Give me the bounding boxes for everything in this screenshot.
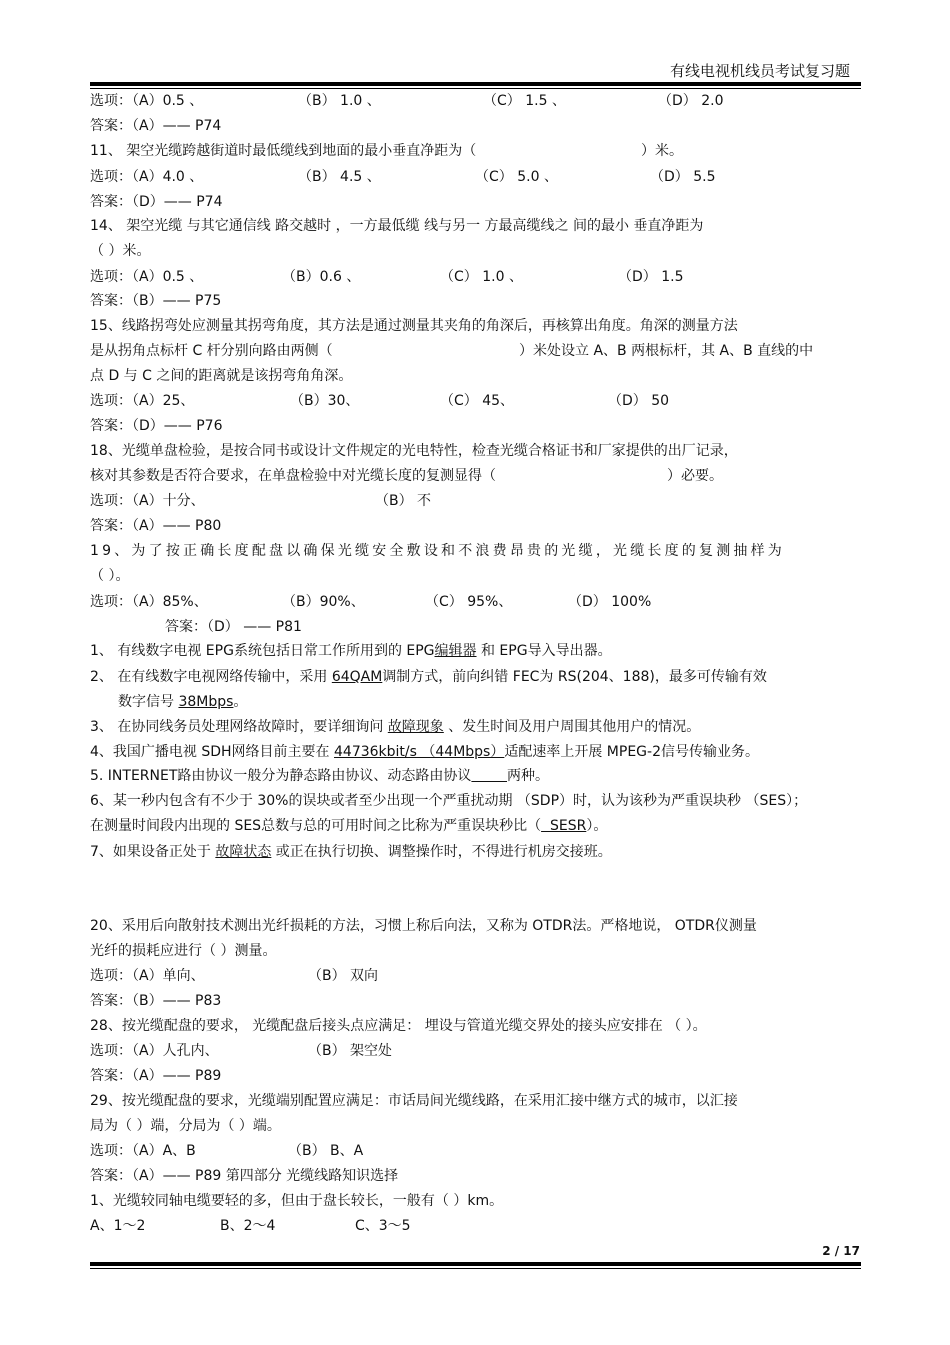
option-text: （C） 1.0 、	[440, 269, 523, 285]
fill-text: 数字信号	[118, 694, 179, 710]
fill-answer: 38Mbps	[178, 694, 234, 710]
option-text: （D） 1.5	[618, 269, 684, 285]
fill-item	[90, 767, 549, 785]
option-text: （B）30、	[290, 393, 360, 409]
option-text: （D） 2.0	[658, 93, 724, 109]
fill-text: 调制方式，前向纠错 FEC为 RS(204、188)，最多可传输有效	[382, 669, 767, 685]
option-text: 选项：（A）0.5 、	[90, 93, 204, 109]
fill-text: 5. INTERNET路由协议一般分为静态路由协议、动态路由协议	[90, 768, 472, 784]
fill-text: ）。	[586, 818, 608, 834]
header-rule	[90, 82, 861, 86]
option-text: 选项：（A）4.0 、	[90, 169, 204, 185]
fill-text: 4、我国广播电视 SDH网络目前主要在	[90, 744, 335, 760]
option-text: （C） 5.0 、	[475, 169, 558, 185]
fill-text: 或正在执行切换、调整操作时，不得进行机房交接班。	[271, 844, 612, 860]
question-text: 1、光缆较同轴电缆要轻的多，但由于盘长较长，一般有（ ）km。	[90, 1193, 504, 1209]
fill-answer: 编辑器	[434, 643, 477, 659]
fill-text: 在测量时间段内出现的 SES总数与总的可用时间之比称为严重误块秒比（	[90, 818, 542, 834]
option-text: 选项：（A）0.5 、	[90, 269, 204, 285]
answer-text: 答案：（A）—— P74	[90, 118, 222, 134]
question-text: ）必要。	[667, 468, 723, 484]
question-text: 11、 架空光缆跨越街道时最低缆线到地面的最小垂直净距为（	[90, 143, 477, 159]
option-text: （B） 架空处	[308, 1043, 393, 1059]
fill-answer: 故障现象	[387, 719, 444, 735]
answer-text: 答案：（A）—— P80	[90, 518, 222, 534]
option-text: A、1～2	[90, 1218, 146, 1234]
option-text: （C） 95%、	[425, 594, 513, 610]
answer-text: 答案：（A）—— P89 第四部分 光缆线路知识选择	[90, 1168, 399, 1184]
fill-text: 、发生时间及用户周围其他用户的情况。	[443, 719, 701, 735]
fill-text: 3、 在协同线务员处理网络故障时，要详细询问	[90, 719, 388, 735]
option-text: 选项：（A）25、	[90, 393, 195, 409]
fill-text: 7、如果设备正处于	[90, 844, 216, 860]
option-text: （B）90%、	[282, 594, 365, 610]
fill-answer: 44736kbit/s （44Mbps）	[334, 744, 505, 760]
fill-text: 。	[233, 694, 248, 710]
option-text: （B） 双向	[308, 968, 379, 984]
fill-text: 和 EPG导入导出器。	[476, 643, 612, 659]
answer-text: 答案：（B）—— P83	[90, 993, 222, 1009]
fill-item	[90, 718, 700, 736]
answer-text: 答案：（A）—— P89	[90, 1068, 222, 1084]
question-text: 19、为了按正确长度配盘以确保光缆安全敷设和不浪费昂贵的光缆，光缆长度的复测抽样为	[90, 543, 786, 559]
option-text: 选项：（A）A、B	[90, 1143, 196, 1159]
fill-item	[90, 817, 607, 835]
option-text: （D） 100%	[568, 594, 652, 610]
fill-text: 适配速率上开展 MPEG-2信号传输业务。	[504, 744, 759, 760]
question-text: 29、按光缆配盘的要求，光缆端别配置应满足：市话局间光缆线路，在采用汇接中继方式的城市，以汇接	[90, 1093, 738, 1109]
fill-answer	[471, 768, 507, 784]
page-number: 2 / 17	[822, 1244, 860, 1258]
fill-item	[118, 693, 247, 711]
answer-text: 答案：（B）—— P75	[90, 293, 222, 309]
question-text: （ ）。	[90, 568, 130, 584]
question-text: 28、按光缆配盘的要求， 光缆配盘后接头点应满足： 埋设与管道光缆交界处的接头应安排在 （ ）。	[90, 1018, 707, 1034]
option-text: （C） 1.5 、	[483, 93, 566, 109]
answer-text: 答案：（D） —— P81	[165, 619, 302, 635]
option-text: （B） 不	[375, 493, 432, 509]
fill-text: 1、 有线数字电视 EPG系统包括日常工作所用到的 EPG	[90, 643, 435, 659]
answer-text: 答案：（D）—— P74	[90, 194, 223, 210]
question-text: 20、采用后向散射技术测出光纤损耗的方法，习惯上称后向法，又称为 OTDR法。严格地说， OTDR仪测量	[90, 918, 757, 934]
question-text: 点 D 与 C 之间的距离就是该拐弯角角深。	[90, 368, 353, 384]
fill-item: 6、某一秒内包含有不少于 30%的误块或者至少出现一个严重扰动期 （SDP）时，认为该秒为严重误块秒 （SES）；	[90, 793, 808, 809]
option-text: （B）0.6 、	[282, 269, 361, 285]
question-text: 18、光缆单盘检验，是按合同书或设计文件规定的光电特性，检查光缆合格证书和厂家提供的出厂记录，	[90, 443, 738, 459]
option-text: （C） 45、	[440, 393, 515, 409]
question-text: （ ）米。	[90, 243, 151, 259]
option-text: 选项：（A）十分、	[90, 493, 205, 509]
option-text: （B） B、A	[288, 1143, 364, 1159]
option-text: 选项：（A）人孔内、	[90, 1043, 219, 1059]
header-title: 有线电视机线员考试复习题	[669, 62, 850, 80]
fill-text: 2、 在有线数字电视网络传输中，采用	[90, 669, 332, 685]
header-rule-thin	[90, 88, 861, 89]
fill-answer: 故障状态	[215, 844, 272, 860]
answer-text: 答案：（D）—— P76	[90, 418, 223, 434]
footer-rule	[90, 1262, 861, 1266]
option-text: （D） 5.5	[650, 169, 716, 185]
question-text: 15、线路拐弯处应测量其拐弯角度，其方法是通过测量其夹角的角深后，再核算出角度。角深的测量方法	[90, 318, 738, 334]
fill-answer: 64QAM	[331, 669, 383, 685]
option-text: 选项：（A）单向、	[90, 968, 205, 984]
option-text: 选项：（A）85%、	[90, 594, 208, 610]
fill-text: 两种。	[507, 768, 550, 784]
footer-rule-thin	[90, 1268, 861, 1269]
option-text: （B） 4.5 、	[298, 169, 381, 185]
option-text: C、3～5	[355, 1218, 411, 1234]
question-text: 是从拐角点标杆 C 杆分别向路由两侧（	[90, 343, 333, 359]
question-text: ）米处设立 A、B 两根标杆，其 A、B 直线的中	[519, 343, 814, 359]
fill-answer: SESR	[541, 818, 587, 834]
option-text: B、2～4	[220, 1218, 276, 1234]
question-text: 光纤的损耗应进行（ ）测量。	[90, 943, 277, 959]
question-text: ）米。	[641, 143, 683, 159]
fill-item	[90, 843, 612, 861]
option-text: （D） 50	[608, 393, 670, 409]
option-text: （B） 1.0 、	[298, 93, 381, 109]
fill-item	[90, 668, 767, 686]
fill-item	[90, 743, 759, 761]
question-text: 14、 架空光缆 与其它通信线 路交越时 ，一方最低缆 线与另一 方最高缆线之 间的最小 垂直净距为	[90, 218, 704, 234]
question-text: 核对其参数是否符合要求，在单盘检验中对光缆长度的复测显得（	[90, 468, 496, 484]
fill-item	[90, 642, 612, 660]
question-text: 局为（ ）端，分局为（ ）端。	[90, 1118, 281, 1134]
